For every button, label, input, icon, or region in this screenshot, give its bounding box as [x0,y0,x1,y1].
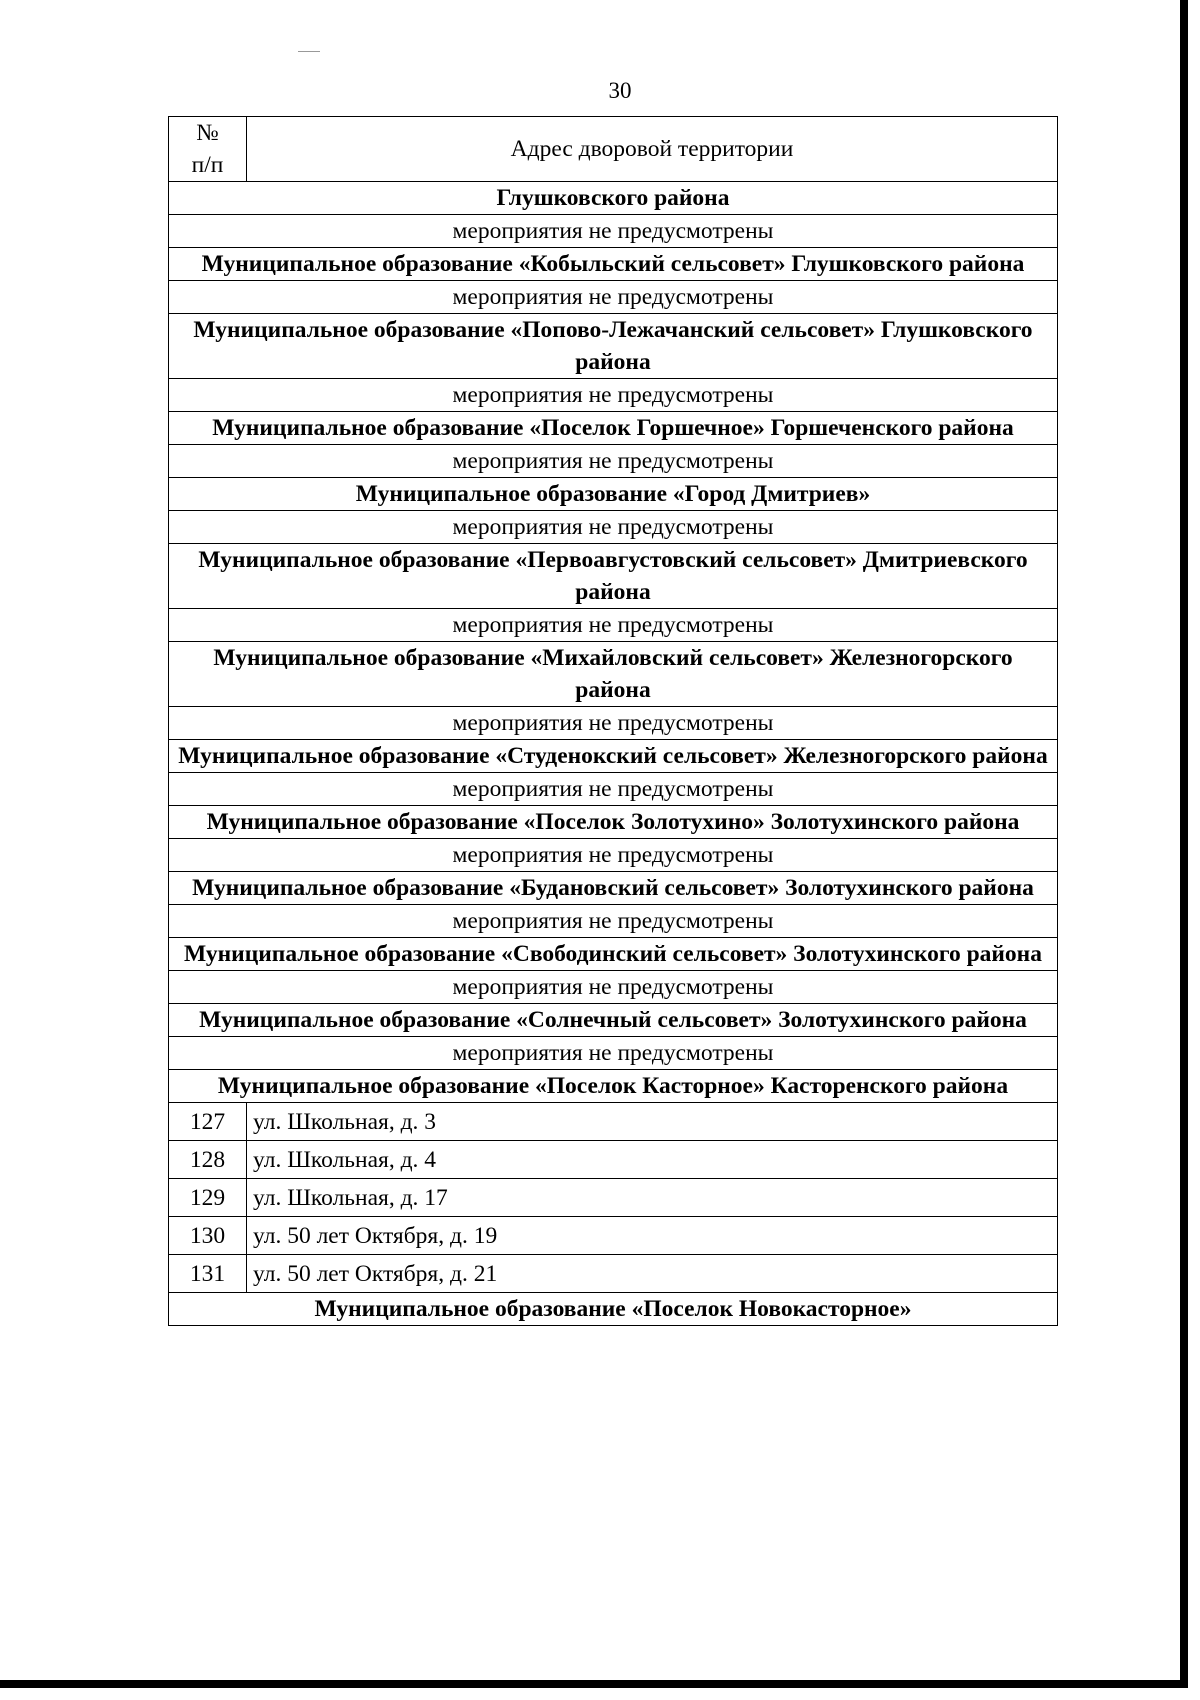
row-number: 129 [169,1179,247,1217]
no-measures-note: мероприятия не предусмотрены [169,445,1058,478]
section-heading-row [169,314,1058,379]
no-measures-row [169,215,1058,248]
section-heading-row [169,248,1058,281]
row-address: ул. Школьная, д. 17 [247,1179,1058,1217]
section-heading-row [169,478,1058,511]
section-heading: Муниципальное образование «Поселок Новокасторное» [169,1293,1058,1326]
no-measures-row [169,905,1058,938]
header-address-cell [247,117,1058,182]
no-measures-note: мероприятия не предусмотрены [169,1037,1058,1070]
no-measures-note: мероприятия не предусмотрены [169,609,1058,642]
no-measures-row [169,445,1058,478]
section-heading: Муниципальное образование «Попово-Лежачанский сельсовет» Глушковского района [169,314,1058,379]
section-heading: Муниципальное образование «Свободинский сельсовет» Золотухинского района [169,938,1058,971]
section-heading-row [169,806,1058,839]
table-header-row [169,117,1058,182]
section-heading: Муниципальное образование «Город Дмитриев» [169,478,1058,511]
scan-mark [298,51,320,52]
section-heading: Муниципальное образование «Кобыльский сельсовет» Глушковского района [169,248,1058,281]
section-heading: Муниципальное образование «Будановский сельсовет» Золотухинского района [169,872,1058,905]
row-address: ул. 50 лет Октября, д. 21 [247,1255,1058,1293]
header-address-label: Адрес дворовой территории [510,136,794,162]
no-measures-row [169,707,1058,740]
courtyard-address-table [168,116,1058,1326]
section-heading: Муниципальное образование «Первоавгустовский сельсовет» Дмитриевского района [169,544,1058,609]
row-number: 127 [169,1103,247,1141]
table-row [169,1255,1058,1293]
no-measures-note: мероприятия не предусмотрены [169,839,1058,872]
no-measures-note: мероприятия не предусмотрены [169,773,1058,806]
no-measures-row [169,609,1058,642]
no-measures-row [169,773,1058,806]
section-heading: Муниципальное образование «Студенокский сельсовет» Железногорского района [169,740,1058,773]
section-heading-row [169,182,1058,215]
section-heading-row [169,1070,1058,1103]
header-number-label: № п/п [191,120,224,178]
no-measures-row [169,379,1058,412]
table-row [169,1217,1058,1255]
section-heading-row [169,740,1058,773]
section-heading: Муниципальное образование «Солнечный сельсовет» Золотухинского района [169,1004,1058,1037]
page-number: 30 [608,78,632,103]
no-measures-row [169,971,1058,1004]
no-measures-row [169,281,1058,314]
row-address: ул. 50 лет Октября, д. 19 [247,1217,1058,1255]
no-measures-note: мероприятия не предусмотрены [169,971,1058,1004]
section-heading-row [169,872,1058,905]
no-measures-note: мероприятия не предусмотрены [169,379,1058,412]
section-heading-row [169,1293,1058,1326]
no-measures-row [169,839,1058,872]
section-heading: Муниципальное образование «Поселок Касторное» Касторенского района [169,1070,1058,1103]
table-row [169,1103,1058,1141]
row-number: 131 [169,1255,247,1293]
section-heading-row [169,412,1058,445]
no-measures-note: мероприятия не предусмотрены [169,707,1058,740]
section-heading-row [169,544,1058,609]
no-measures-row [169,511,1058,544]
section-heading-row [169,938,1058,971]
section-heading-row [169,1004,1058,1037]
section-heading: Глушковского района [169,182,1058,215]
section-heading-row [169,642,1058,707]
row-number: 130 [169,1217,247,1255]
no-measures-note: мероприятия не предусмотрены [169,281,1058,314]
section-heading: Муниципальное образование «Поселок Золотухино» Золотухинского района [169,806,1058,839]
header-number-cell [169,117,247,182]
no-measures-note: мероприятия не предусмотрены [169,905,1058,938]
no-measures-row [169,1037,1058,1070]
row-address: ул. Школьная, д. 3 [247,1103,1058,1141]
table-row [169,1179,1058,1217]
row-number: 128 [169,1141,247,1179]
table-row [169,1141,1058,1179]
row-address: ул. Школьная, д. 4 [247,1141,1058,1179]
no-measures-note: мероприятия не предусмотрены [169,511,1058,544]
no-measures-note: мероприятия не предусмотрены [169,215,1058,248]
section-heading: Муниципальное образование «Михайловский сельсовет» Железногорского района [169,642,1058,707]
section-heading: Муниципальное образование «Поселок Горшечное» Горшеченского района [169,412,1058,445]
